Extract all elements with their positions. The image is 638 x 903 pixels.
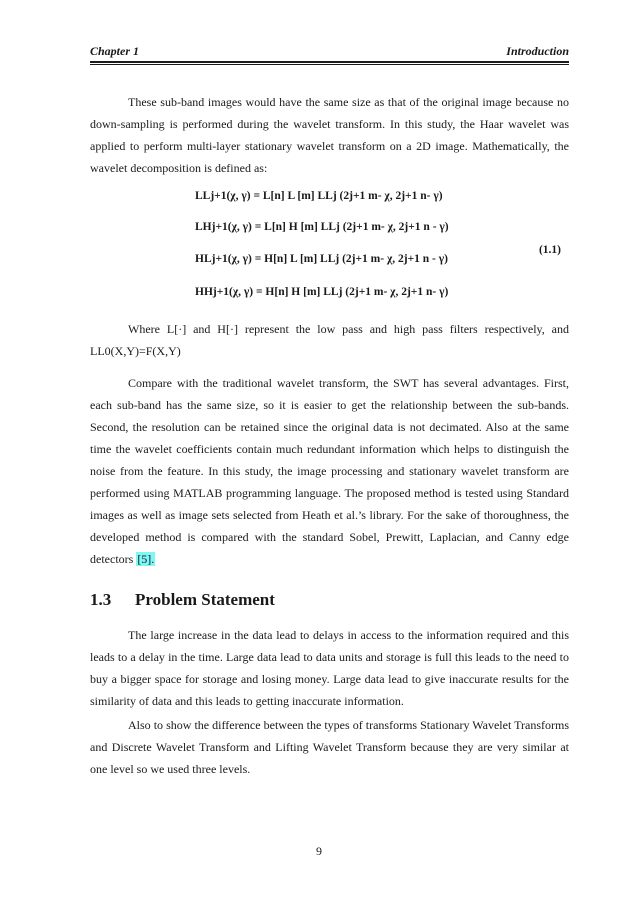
header-chapter: Chapter 1: [90, 44, 140, 58]
paragraph-subband-images: These sub-band images would have the same size as that of the original image because no down-sampling is performed during the wavelet transform. In this study, the Haar wavelet was applied to perform multi-layer stationary wavelet transform on a 2D image. Mathematically, the wavelet decomposition is defined as:: [90, 95, 569, 175]
swt-advantages-text: Compare with the traditional wavelet transform, the SWT has several advantages. First, each sub-band has the same size, so it is easier to get the relationship between the sub-bands. Second, the resolution can be retained since the original data is not decimated. Also at the same time the wavelet coefficients contain much redundant information which helps to distinguish the noise from the feature. In this study, the image processing and stationary wavelet transform are performed using MATLAB programming language. The proposed method is tested using Standard images as well as image sets selected from Heath et al.’s library. For the sake of thoroughness, the developed method is compared with the standard Sobel, Prewitt, Laplacian, and Canny edge detectors: [90, 376, 569, 566]
section-number: 1.3: [90, 590, 112, 609]
paragraph-swt-advantages: [90, 372, 569, 570]
equation-number: (1.1): [538, 244, 561, 256]
citation-link[interactable]: [5].: [137, 552, 155, 566]
equation-ll: LLj+1(χ, γ) = L[n] L [m] LLj (2j+1 m- χ, 2j+1 n- γ): [195, 190, 443, 202]
equation-hl: HLj+1(χ, γ) = H[n] L [m] LLj (2j+1 m- χ, 2j+1 n - γ): [195, 253, 448, 265]
section-title: Problem Statement: [135, 590, 275, 609]
equation-lh: LHj+1(χ, γ) = L[n] H [m] LLj (2j+1 m- χ, 2j+1 n - γ): [195, 221, 449, 233]
page-number: 9: [316, 844, 322, 858]
paragraph-filters: Where L[·] and H[·] represent the low pass and high pass filters respectively, and LL0(X,Y)=F(X,Y): [90, 322, 569, 358]
paragraph-problem: The large increase in the data lead to delays in access to the information required and this leads to a delay in the time. Large data lead to data units and storage is full this leads to the need to buy a bigger space for storage and losing money. Large data lead to give inaccurate results for the similarity of data and this leads to getting inaccurate information.: [90, 628, 569, 708]
paragraph-transforms: Also to show the difference between the types of transforms Stationary Wavelet Transforms and Discrete Wavelet Transform and Lifting Wavelet Transform because they are very similar at one level so we used three levels.: [90, 718, 569, 776]
running-header: [90, 44, 569, 59]
equation-block: [90, 182, 569, 322]
section-heading: [90, 590, 275, 610]
header-section: Introduction: [506, 44, 569, 58]
header-rule-thin: [90, 64, 569, 65]
equation-hh: HHj+1(χ, γ) = H[n] H [m] LLj (2j+1 m- χ, 2j+1 n- γ): [195, 286, 449, 298]
header-rule: [90, 61, 569, 63]
